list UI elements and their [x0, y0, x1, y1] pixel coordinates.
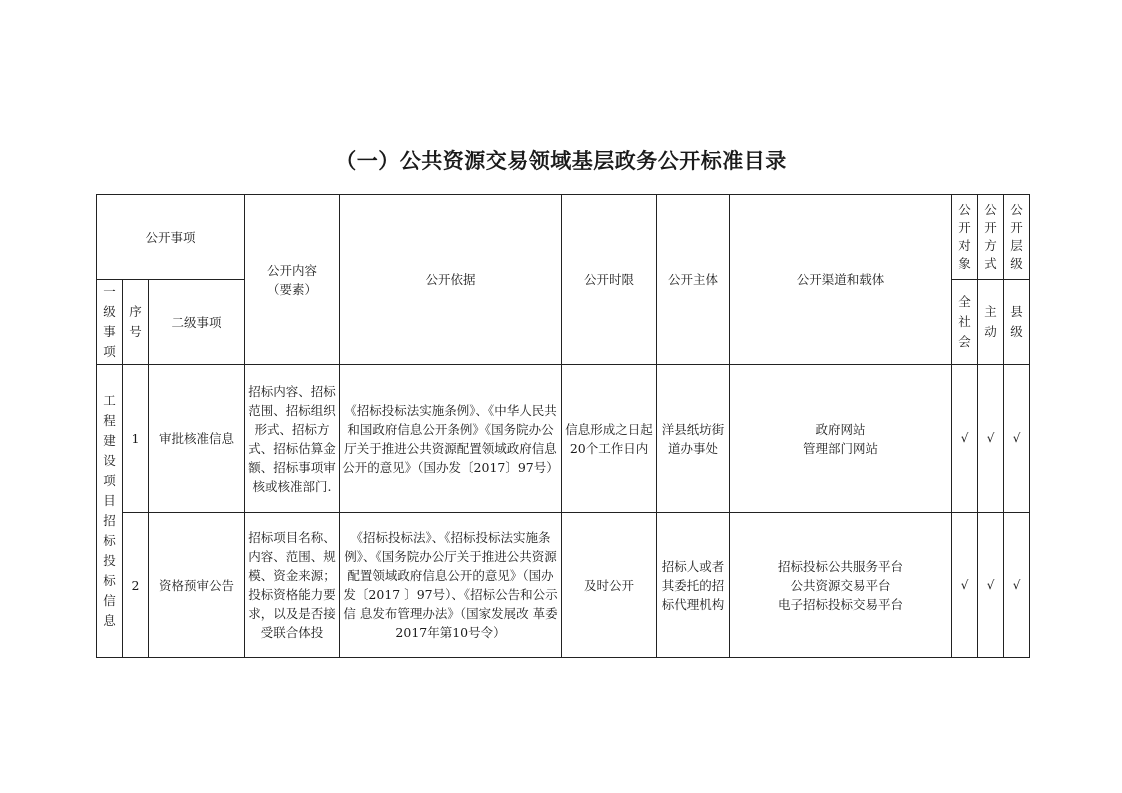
row-item: 审批核准信息	[149, 365, 245, 513]
header-level-text: 公开层级	[1010, 202, 1023, 271]
row-channel: 政府网站 管理部门网站	[730, 365, 952, 513]
row-content: 招标内容、招标范围、招标组织形式、招标方式、招标估算金额、招标事项审核或核准部门.	[245, 365, 340, 513]
category-cell	[97, 365, 123, 658]
header-target-value-text: 全社会	[958, 294, 971, 349]
table-row	[97, 365, 1030, 513]
row-item: 资格预审公告	[149, 513, 245, 658]
header-level	[1004, 195, 1030, 280]
header-level1-text: 一级事项	[103, 284, 116, 359]
header-target	[952, 195, 978, 280]
row-subject: 洋县纸坊街道办事处	[657, 365, 730, 513]
header-time-limit: 公开时限	[562, 195, 657, 365]
header-channel: 公开渠道和载体	[730, 195, 952, 365]
row-level-check: √	[1004, 365, 1030, 513]
row-seq: 1	[123, 365, 149, 513]
page-title: （一）公共资源交易领域基层政务公开标准目录	[335, 149, 787, 173]
header-method-value	[978, 280, 1004, 365]
row-time-limit: 信息形成之日起20个工作日内	[562, 365, 657, 513]
header-seq	[123, 280, 149, 365]
row-channel: 招标投标公共服务平台 公共资源交易平台 电子招标投标交易平台	[730, 513, 952, 658]
category-text: 工程建设项目招标投标信息	[103, 393, 116, 628]
header-content	[245, 195, 340, 365]
header-row-1	[97, 195, 1030, 280]
header-basis: 公开依据	[340, 195, 562, 365]
row-method-check: √	[978, 513, 1004, 658]
row-method-check: √	[978, 365, 1004, 513]
row-target-check: √	[952, 365, 978, 513]
header-open-items: 公开事项	[97, 195, 245, 280]
header-target-value	[952, 280, 978, 365]
row-level-check: √	[1004, 513, 1030, 658]
header-method-value-text: 主动	[984, 304, 997, 339]
row-seq: 2	[123, 513, 149, 658]
row-subject: 招标人或者其委托的招标代理机构	[657, 513, 730, 658]
header-method-text: 公开方式	[984, 202, 997, 271]
header-level-value	[1004, 280, 1030, 365]
row-time-limit: 及时公开	[562, 513, 657, 658]
header-level2: 二级事项	[149, 280, 245, 365]
header-level1	[97, 280, 123, 365]
header-content-line2: （要素）	[267, 281, 318, 297]
row-basis: 《招标投标法》、《招标投标法实施条例》、《国务院办公厅关于推进公共资源配置领域政府信息公开的意见》（国办发〔2017 〕97号）、《招标公告和公示信 息发布管理办法》（国家发展改 革委2017年第10号令）	[340, 513, 562, 658]
table-row	[97, 513, 1030, 658]
header-content-line1: 公开内容	[267, 262, 318, 278]
header-subject: 公开主体	[657, 195, 730, 365]
header-level-value-text: 县级	[1010, 304, 1023, 339]
header-method	[978, 195, 1004, 280]
header-seq-text: 序号	[129, 304, 142, 339]
standard-catalog-table	[96, 194, 1030, 658]
row-content: 招标项目名称、内容、范围、规模、资金来源；投标资格能力要求，以及是否接受联合体投	[245, 513, 340, 658]
row-basis: 《招标投标法实施条例》、《中华人民共和国政府信息公开条例》《国务院办公厅关于推进公共资源配置领域政府信息公开的意见》（国办发〔2017〕97号）	[340, 365, 562, 513]
row-target-check: √	[952, 513, 978, 658]
header-target-text: 公开对象	[958, 202, 971, 271]
